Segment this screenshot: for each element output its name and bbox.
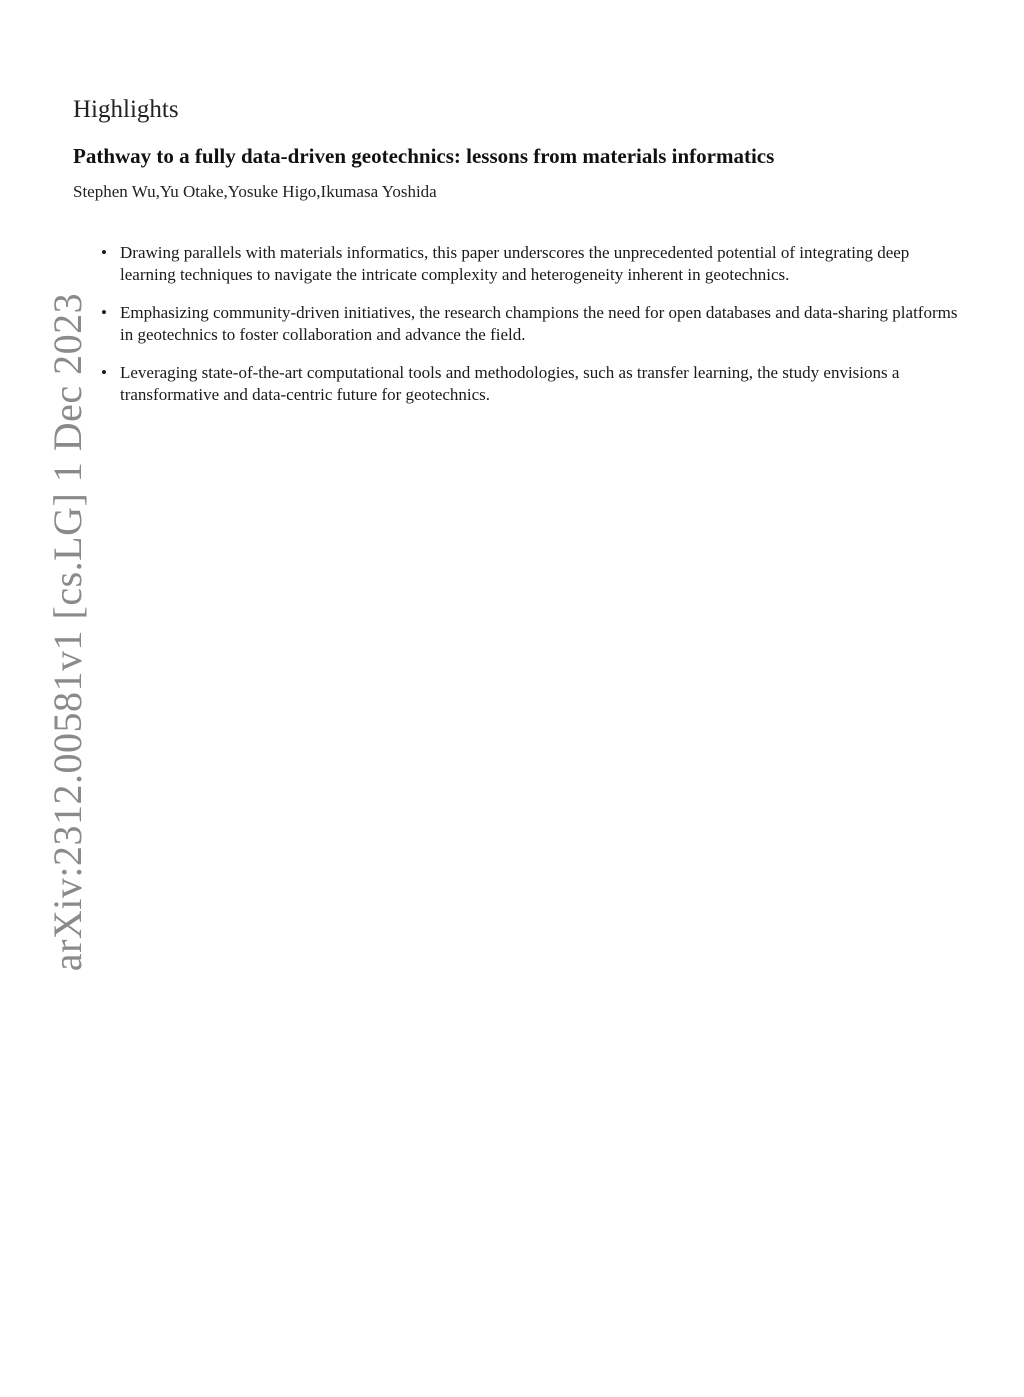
bullet-icon: • — [101, 243, 107, 262]
highlight-text-3: Leveraging state-of-the-art computational tools and methodologies, such as transfer learning, the study envisions a transformative and data-centric future for geotechnics. — [120, 363, 900, 404]
arxiv-identifier-stamp: arXiv:2312.00581v1 [cs.LG] 1 Dec 2023 — [45, 292, 90, 972]
bullet-icon: • — [101, 303, 107, 322]
highlights-heading: Highlights — [73, 96, 179, 123]
author-list: Stephen Wu,Yu Otake,Yosuke Higo,Ikumasa Yoshida — [73, 182, 437, 201]
highlights-list — [95, 242, 965, 422]
highlight-text-1: Drawing parallels with materials informatics, this paper underscores the unprecedented potential of integrating deep learning techniques to navigate the intricate complexity and heterogeneity inherent in geotechnics. — [120, 243, 910, 284]
highlight-item-2 — [95, 302, 965, 346]
highlight-text-2: Emphasizing community-driven initiatives, the research champions the need for open databases and data-sharing platforms in geotechnics to foster collaboration and advance the field. — [120, 303, 958, 344]
highlight-item-1 — [95, 242, 965, 286]
bullet-icon: • — [101, 363, 107, 382]
highlight-item-3 — [95, 362, 965, 406]
paper-title: Pathway to a fully data-driven geotechnics: lessons from materials informatics — [73, 144, 775, 168]
